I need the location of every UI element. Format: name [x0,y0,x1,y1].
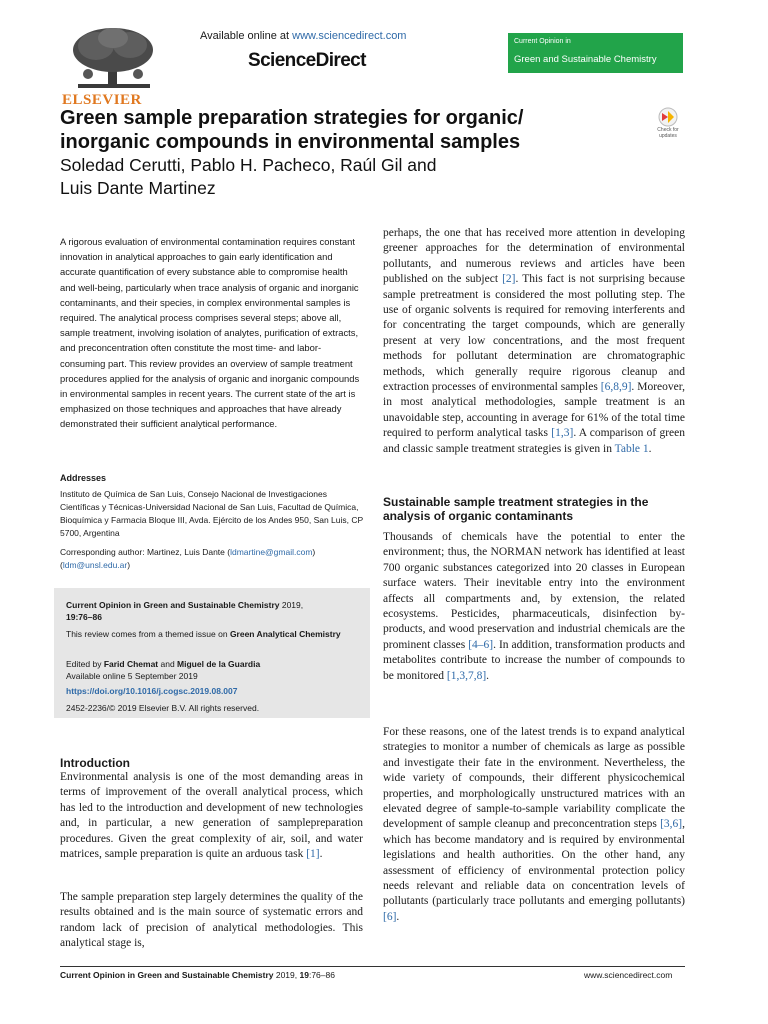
journal-banner-name: Green and Sustainable Chemistry [514,54,657,65]
citation-link[interactable]: [1] [306,848,320,861]
introduction-paragraph: The sample preparation step largely determines the quality of the results obtained and is the main source of systematic errors and random lack of precision of analytical methodologies. This analytical stage is, [60,891,363,950]
journal-banner[interactable] [508,33,683,73]
citation-link[interactable]: [2] [502,273,516,286]
crossmark-badge[interactable] [650,107,686,141]
article-authors: Soledad Cerutti, Pablo H. Pacheco, Raúl Gil and Luis Dante Martinez [60,155,437,198]
crossmark-label: Check for updates [657,127,679,139]
citation-link[interactable]: [6,8,9] [600,381,632,394]
tree-icon [58,26,170,92]
citation-link[interactable]: [1,3] [551,427,574,440]
addresses-heading: Addresses [60,473,107,483]
sciencedirect-link[interactable]: www.sciencedirect.com [292,30,407,42]
abstract: A rigorous evaluation of environmental contamination requires constant innovation in analytical approaches to gain early identification and accurate quantification of every substance able to compromise health and well-being, particularly when trace analysis of organic and inorganic contaminants, and their species, in complex environmental samples is required. The analytical process comprises several steps; above all, sample treatment, involving isolation of analytes, purification of extracts, and preconcentration often constitute the most time- and labor-consuming part. This review provides an overview of sample treatment procedures applied for the analysis of organic and inorganic compounds in environmental samples in recent years. The current state of the art is emphasized on those techniques and approaches that have already demonstrated their sufficient analytical performance. [60,236,360,430]
journal-banner-small: Current Opinion in [514,38,571,45]
available-online: Available online at www.sciencedirect.com [200,30,407,42]
email-link[interactable]: ldm@unsl.edu.ar [62,560,128,570]
introduction-heading: Introduction [60,756,130,770]
info-citation: Current Opinion in Green and Sustainable Chemistry 2019, 19:76–86 [66,600,304,622]
elsevier-logo [58,26,170,110]
introduction-paragraph: Environmental analysis is one of the most demanding areas in terms of improvement of the overall analytical process, which has led to the introduction and development of new technologies and, in particular, a new generation of samplepreparation procedures. Given the great complexity of air, soil, and water matrices, sample preparation is quite an arduous task [1]. [60,771,363,861]
body-paragraph: perhaps, the one that has received more attention in developing greener approaches for the determination of environmental pollutants, and numerous reviews and articles have been published on the subject [2]. This fact is not surprising because sample pretreatment is considered the most polluting step. The use of organic solvents is required for removing interferents and for concentrating the target compounds, which are generally present at very low concentrations, and the most frequent methods for pollutant determination are chromatographic methods, which generally require rigorous cleanup and extraction processes of environmental samples [6,8,9]. Moreover, in most analytical methodologies, sample treatment is an unavoidable step, accounting in average for 61% of the total time required to perform analytical tasks [1,3]. A comparison of green and classic sample treatment strategies is given in Table 1. [383,227,686,455]
section-heading: Sustainable sample treatment strategies in the analysis of organic contaminants [383,495,649,523]
sciencedirect-brand[interactable]: ScienceDirect [248,50,366,71]
citation-link[interactable]: [6] [383,910,397,923]
info-themed-issue: This review comes from a themed issue on Green Analytical Chemistry [66,629,341,639]
body-paragraph: Thousands of chemicals have the potential to enter the environment; thus, the NORMAN network has identified at least 700 organic substances categorized into 20 classes in European surface waters. Their inevitable entry into the environment affects all compartments and, by extension, the related ecosystems. Pesticides, pharmaceuticals, disinfection by-products, and wood preservation and industrial chemicals are the prominent classes [4–6]. In addition, transformation products and metabolites contribute to increase the number of compounds to be monitored [1,3,7,8]. [383,531,685,682]
citation-link[interactable]: [1,3,7,8] [446,669,487,682]
body-paragraph: For these reasons, one of the latest trends is to expand analytical strategies to monitor a number of chemicals as large as possible and investigate their fate in the environment. Nevertheless, the wide variety of compounds, their different physicochemical properties, and morphologically unstructured matrices with an elevated degree of sample-to-sample variability complicate the development of sample cleanup and preconcentration steps [3,6], which has become mandatory and is required by environmental legislations and health authorities. On the other hand, any assessment of efficiency of environmental protection policy needs relevant and reliable data on concentration levels of pollutants (particularly trace pollutants and emerging pollutants) [6]. [383,726,685,923]
info-editors: Edited by Farid Chemat and Miguel de la Guardia [66,659,261,669]
footer-citation: Current Opinion in Green and Sustainable Chemistry 2019, 19:76–86 [60,970,335,980]
footer-website-link[interactable]: www.sciencedirect.com [584,970,673,980]
article-info-box [54,588,370,718]
article-title: Green sample preparation strategies for organic/ inorganic compounds in environmental samples [60,107,524,153]
table-link[interactable]: Table 1 [614,442,649,455]
doi-link[interactable]: https://doi.org/10.1016/j.cogsc.2019.08.007 [66,686,238,696]
citation-link[interactable]: [3,6] [660,818,683,831]
addresses-text: Instituto de Química de San Luis, Consejo Nacional de Investigaciones Científicas y Técnicas-Universidad Nacional de San Luis, Facultad de Química, Bioquímica y Farmacia Bloque III, Avda. Ejército de los Andes 950, San Luis, CP 5700, Argentina [60,489,364,538]
publisher-wordmark: ELSEVIER [62,92,142,108]
footer-divider [60,966,685,967]
check-for-updates-icon [650,107,686,127]
info-available: Available online 5 September 2019 [66,671,198,681]
info-copyright: 2452-2236/© 2019 Elsevier B.V. All rights reserved. [66,703,260,713]
corresponding-author: Corresponding author: Martinez, Luis Dante (ldmartine@gmail.com) (ldm@unsl.edu.ar) [60,547,316,570]
email-link[interactable]: ldmartine@gmail.com [230,547,313,557]
citation-link[interactable]: [4–6] [468,638,494,651]
